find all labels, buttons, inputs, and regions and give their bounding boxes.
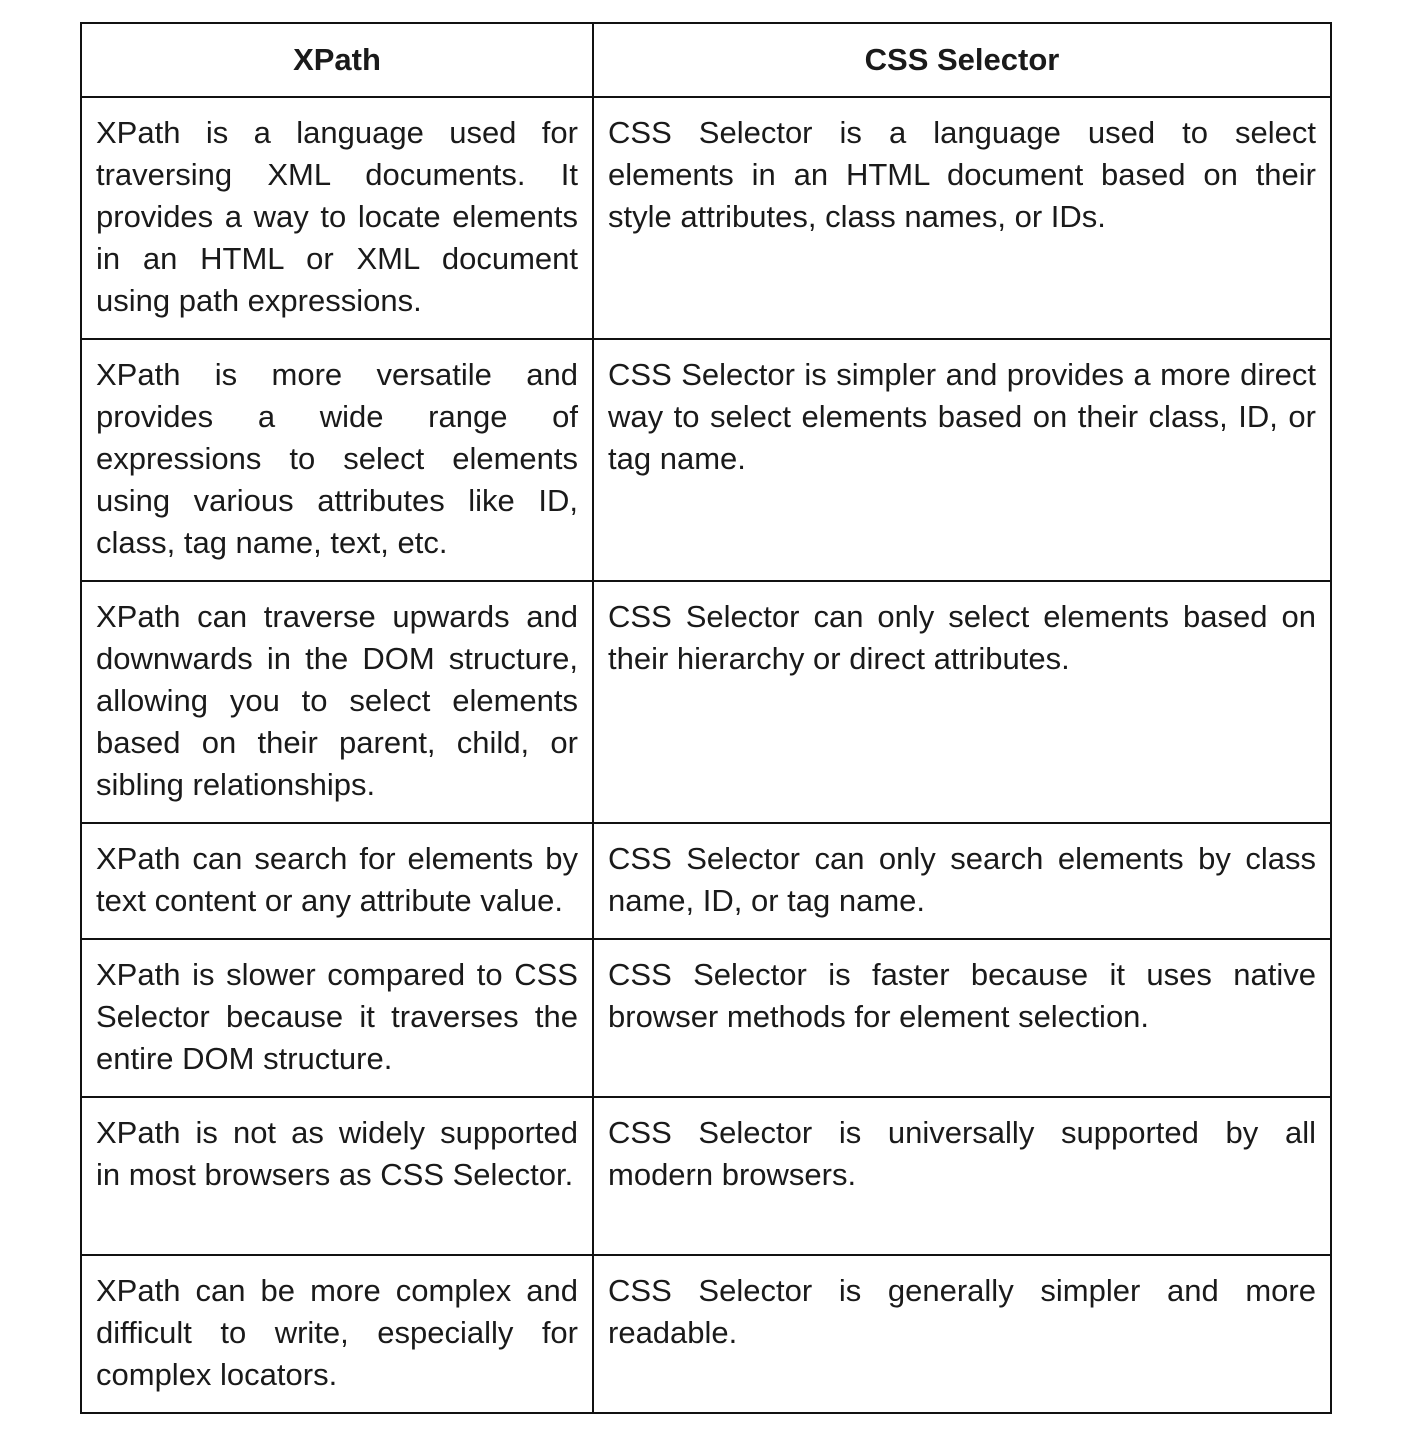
- xpath-cell: XPath can traverse upwards and downwards in the DOM structure, allowing you to select elements based on their parent, child, or sibling relationships.: [81, 581, 593, 823]
- xpath-vs-css-table: [80, 22, 1332, 1414]
- xpath-cell: XPath can search for elements by text content or any attribute value.: [81, 823, 593, 939]
- table-header-row: [81, 23, 1331, 97]
- css-cell: CSS Selector is faster because it uses native browser methods for element selection.: [593, 939, 1331, 1097]
- css-cell: CSS Selector is simpler and provides a more direct way to select elements based on their class, ID, or tag name.: [593, 339, 1331, 581]
- xpath-cell: XPath is more versatile and provides a wide range of expressions to select elements using various attributes like ID, class, tag name, text, etc.: [81, 339, 593, 581]
- header-xpath: XPath: [81, 23, 593, 97]
- xpath-cell: XPath is slower compared to CSS Selector because it traverses the entire DOM structure.: [81, 939, 593, 1097]
- css-cell: CSS Selector can only search elements by class name, ID, or tag name.: [593, 823, 1331, 939]
- table-row: [81, 1255, 1331, 1413]
- xpath-cell: XPath is not as widely supported in most browsers as CSS Selector.: [81, 1097, 593, 1255]
- table-row: [81, 581, 1331, 823]
- table-row: [81, 939, 1331, 1097]
- xpath-cell: XPath is a language used for traversing XML documents. It provides a way to locate elements in an HTML or XML document using path expressions.: [81, 97, 593, 339]
- table-row: [81, 1097, 1331, 1255]
- header-css-selector: CSS Selector: [593, 23, 1331, 97]
- css-cell: CSS Selector can only select elements based on their hierarchy or direct attributes.: [593, 581, 1331, 823]
- comparison-table-container: [80, 22, 1330, 1414]
- table-row: [81, 97, 1331, 339]
- xpath-cell: XPath can be more complex and difficult to write, especially for complex locators.: [81, 1255, 593, 1413]
- table-row: [81, 339, 1331, 581]
- css-cell: CSS Selector is universally supported by all modern browsers.: [593, 1097, 1331, 1255]
- table-row: [81, 823, 1331, 939]
- css-cell: CSS Selector is generally simpler and more readable.: [593, 1255, 1331, 1413]
- css-cell: CSS Selector is a language used to select elements in an HTML document based on their style attributes, class names, or IDs.: [593, 97, 1331, 339]
